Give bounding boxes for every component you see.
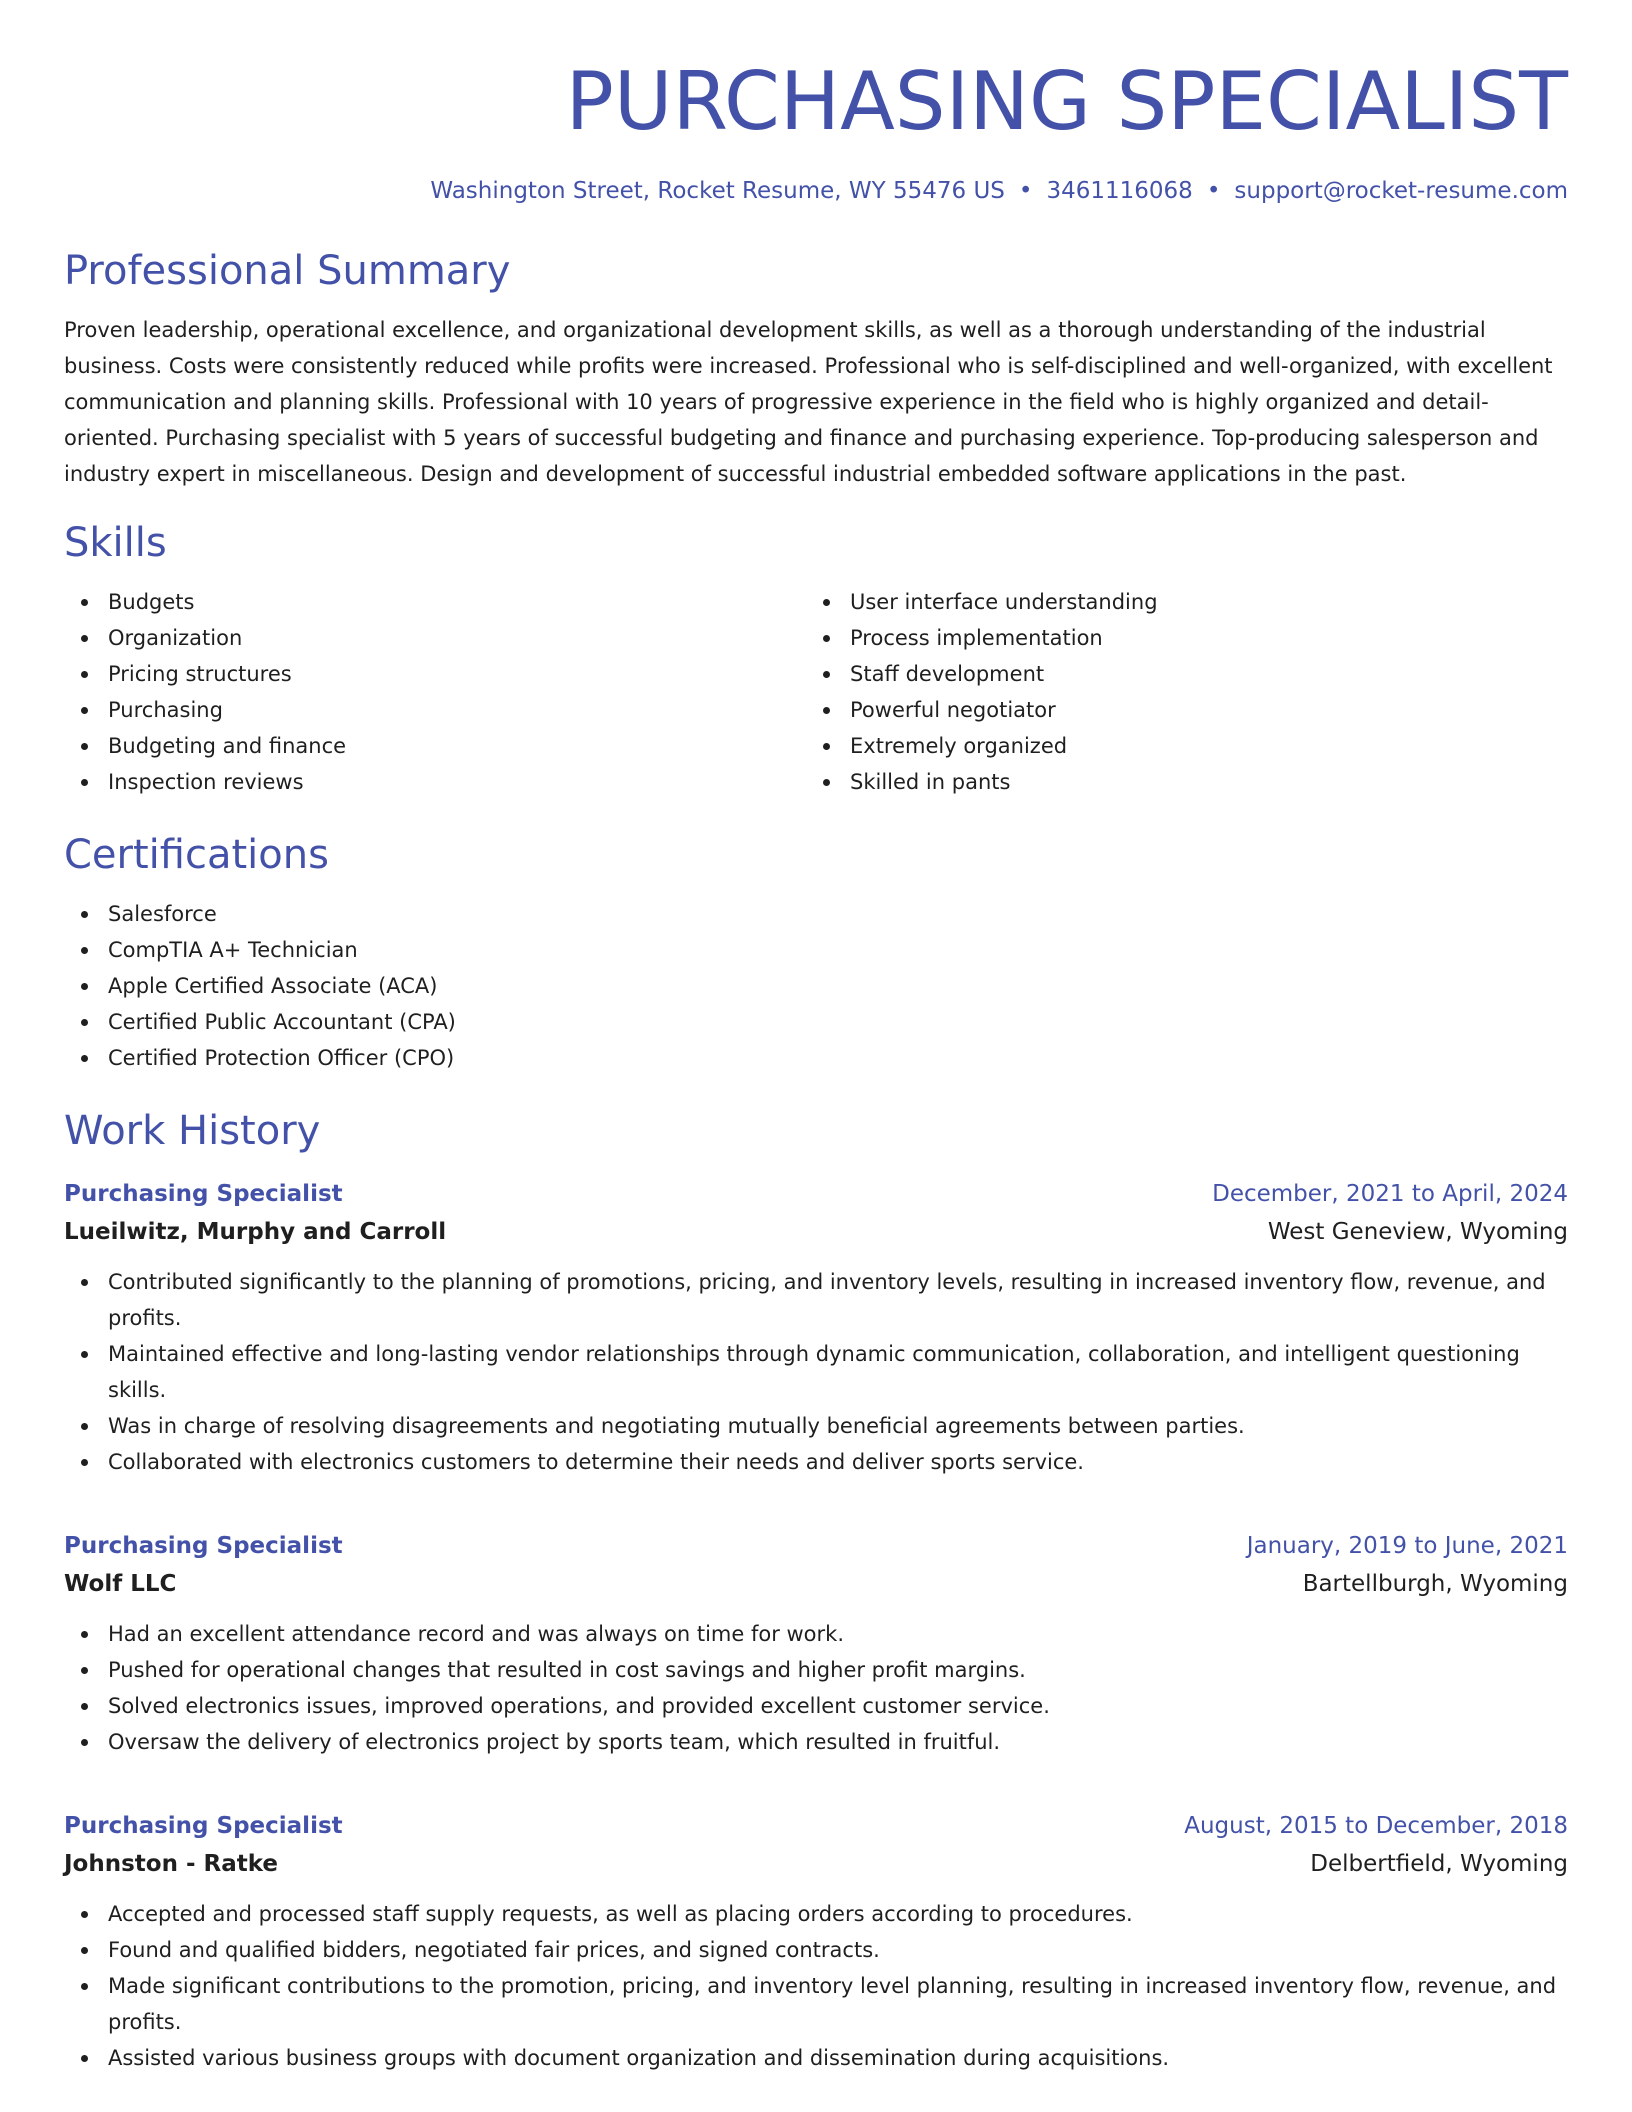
work-history-section xyxy=(64,1106,1568,2076)
certifications-section xyxy=(64,830,1568,1076)
job-duties-list xyxy=(64,1264,1568,1480)
job-entry xyxy=(64,1810,1568,2076)
skill-item: Purchasing xyxy=(64,692,806,728)
job-header-row xyxy=(64,1178,1568,1210)
job-duty: Maintained effective and long-lasting vendor relationships through dynamic communication, collaboration, and intelligent questioning skills. xyxy=(64,1336,1568,1408)
skills-list-left xyxy=(64,584,806,800)
job-company-row xyxy=(64,1842,1568,1880)
certification-item: Certified Protection Officer (CPO) xyxy=(64,1040,1568,1076)
job-entry xyxy=(64,1530,1568,1760)
job-duty: Pushed for operational changes that resulted in cost savings and higher profit margins. xyxy=(64,1652,1568,1688)
job-duties-list xyxy=(64,1896,1568,2076)
job-dates: August, 2015 to December, 2018 xyxy=(1184,1813,1568,1839)
skills-section xyxy=(64,518,1568,800)
certifications-list xyxy=(64,896,1568,1076)
work-history-heading: Work History xyxy=(64,1108,321,1154)
job-duty: Found and qualified bidders, negotiated fair prices, and signed contracts. xyxy=(64,1932,1568,1968)
job-company-row xyxy=(64,1210,1568,1248)
job-company: Johnston - Ratke xyxy=(64,1851,279,1877)
skill-item: Powerful negotiator xyxy=(806,692,1548,728)
resume-name: PURCHASING SPECIALIST xyxy=(565,55,1568,148)
job-dates: January, 2019 to June, 2021 xyxy=(1246,1533,1568,1559)
job-location: Bartellburgh, Wyoming xyxy=(1302,1571,1568,1597)
job-duty: Had an excellent attendance record and was always on time for work. xyxy=(64,1616,1568,1652)
job-company: Wolf LLC xyxy=(64,1571,177,1597)
job-company: Lueilwitz, Murphy and Carroll xyxy=(64,1219,447,1245)
job-duty: Assisted various business groups with document organization and dissemination during acquisitions. xyxy=(64,2040,1568,2076)
contact-separator: • xyxy=(1206,178,1221,204)
skills-list-right xyxy=(806,584,1548,800)
skill-item: Budgeting and finance xyxy=(64,728,806,764)
job-duty: Accepted and processed staff supply requests, as well as placing orders according to procedures. xyxy=(64,1896,1568,1932)
certification-item: Salesforce xyxy=(64,896,1568,932)
skill-item: User interface understanding xyxy=(806,584,1548,620)
job-duty: Solved electronics issues, improved operations, and provided excellent customer service. xyxy=(64,1688,1568,1724)
job-duty: Oversaw the delivery of electronics project by sports team, which resulted in fruitful. xyxy=(64,1724,1568,1760)
certification-item: Certified Public Accountant (CPA) xyxy=(64,1004,1568,1040)
job-header-row xyxy=(64,1810,1568,1842)
job-dates: December, 2021 to April, 2024 xyxy=(1212,1181,1568,1207)
skill-item: Pricing structures xyxy=(64,656,806,692)
contact-separator: • xyxy=(1018,178,1033,204)
job-title: Purchasing Specialist xyxy=(64,1181,343,1207)
job-duty: Contributed significantly to the planning of promotions, pricing, and inventory levels, resulting in increased inventory flow, revenue, and profits. xyxy=(64,1264,1568,1336)
job-location: Delbertfield, Wyoming xyxy=(1310,1851,1568,1877)
summary-text: Proven leadership, operational excellence, and organizational development skills, as well as a thorough understanding of the industrial business. Costs were consistently reduced while profits were increased. Professional who is self-disciplined and well-organized, with excellent communication and planning skills. Professional with 10 years of progressive experience in the field who is highly organized and detail-oriented. Purchasing specialist with 5 years of successful budgeting and finance and purchasing experience. Top-producing salesperson and industry expert in miscellaneous. Design and development of successful industrial embedded software applications in the past. xyxy=(64,318,1553,486)
skill-item: Extremely organized xyxy=(806,728,1548,764)
job-title: Purchasing Specialist xyxy=(64,1813,343,1839)
job-duties-list xyxy=(64,1616,1568,1760)
skills-heading: Skills xyxy=(64,520,167,566)
certification-item: Apple Certified Associate (ACA) xyxy=(64,968,1568,1004)
skill-item: Inspection reviews xyxy=(64,764,806,800)
contact-address: Washington Street, Rocket Resume, WY 55476 US xyxy=(430,178,1005,204)
job-company-row xyxy=(64,1562,1568,1600)
summary-section xyxy=(64,246,1568,492)
job-location: West Geneview, Wyoming xyxy=(1267,1219,1568,1245)
job-duty: Made significant contributions to the promotion, pricing, and inventory level planning, resulting in increased inventory flow, revenue, and profits. xyxy=(64,1968,1568,2040)
skill-item: Skilled in pants xyxy=(806,764,1548,800)
resume-header xyxy=(64,0,1568,206)
job-duty: Was in charge of resolving disagreements and negotiating mutually beneficial agreements between parties. xyxy=(64,1408,1568,1444)
contact-line xyxy=(64,176,1568,206)
summary-heading: Professional Summary xyxy=(64,248,511,294)
certifications-heading: Certifications xyxy=(64,832,329,878)
skill-item: Budgets xyxy=(64,584,806,620)
job-duty: Collaborated with electronics customers to determine their needs and deliver sports service. xyxy=(64,1444,1568,1480)
contact-email[interactable]: support@rocket-resume.com xyxy=(1234,178,1568,204)
job-header-row xyxy=(64,1530,1568,1562)
certification-item: CompTIA A+ Technician xyxy=(64,932,1568,968)
job-title: Purchasing Specialist xyxy=(64,1533,343,1559)
skill-item: Organization xyxy=(64,620,806,656)
skill-item: Process implementation xyxy=(806,620,1548,656)
job-entry xyxy=(64,1178,1568,1480)
skills-grid xyxy=(64,584,1568,800)
skill-item: Staff development xyxy=(806,656,1548,692)
contact-phone: 3461116068 xyxy=(1046,178,1193,204)
